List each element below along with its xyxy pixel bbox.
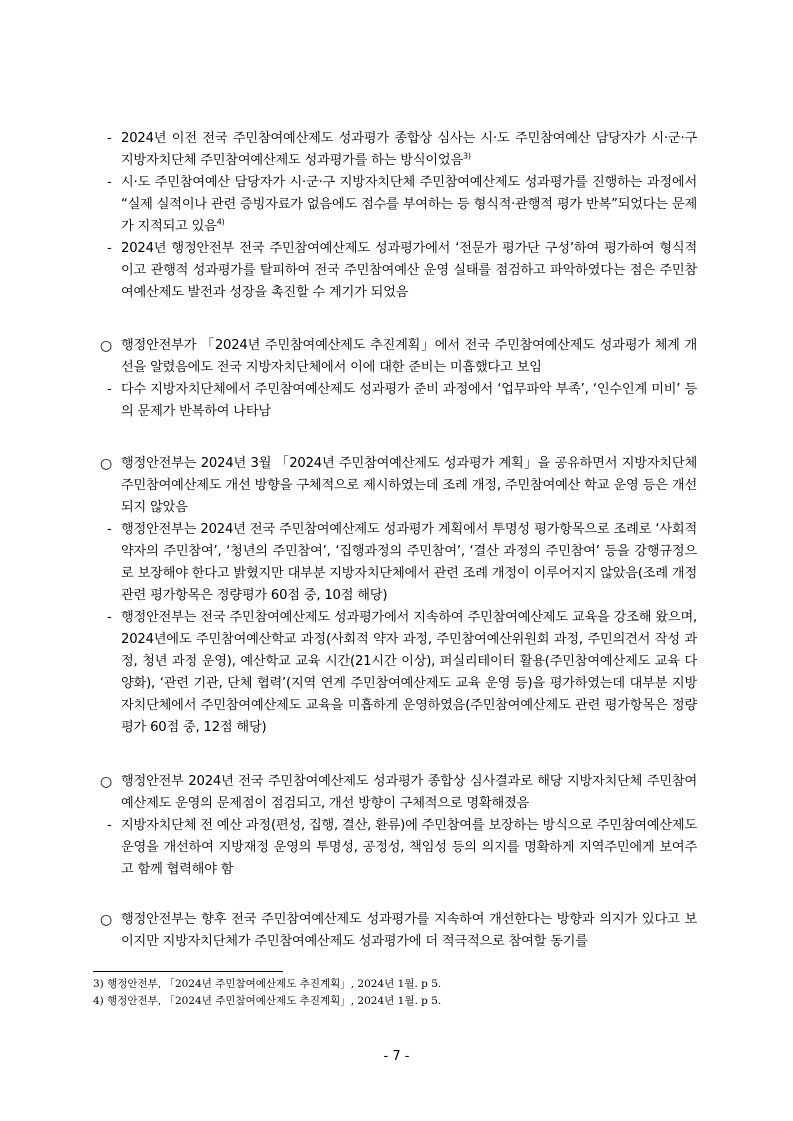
section-results	[0, 771, 793, 881]
bullet-text: 2024년 행정안전부 전국 주민참여예산제도 성과평가에서 ‘전문가 평가단 구성’하여 평가하여 형식적이고 관행적 성과평가를 탈피하여 전국 주민참여예산 운영 실태를 점검하고 파악하였다는 점은 주민참여예산제도 발전과 성장을 촉진할 수 계기가 되었음	[121, 241, 697, 300]
bullet-item	[0, 607, 793, 739]
footnote: 4) 행정안전부, 「2024년 주민참여예산제도 추진계획」, 2024년 1월. p 5.	[93, 995, 442, 1007]
dash-marker: -	[107, 241, 112, 256]
footnote: 3) 행정안전부, 「2024년 주민참여예산제도 추진계획」, 2024년 1월. p 5.	[93, 978, 442, 990]
footnote-ref: 3)	[462, 151, 471, 161]
bullet-text: 다수 지방자치단체에서 주민참여예산제도 성과평가 준비 과정에서 ‘업무파악 부족’, ‘인수인계 미비’ 등의 문제가 반복하여 나타남	[121, 382, 697, 419]
circle-item	[0, 335, 793, 379]
bullet-item	[0, 815, 793, 881]
circle-text: 행정안전부 2024년 전국 주민참여예산제도 성과평가 종합상 심사결과로 해당 지방자치단체 주민참여예산제도 운영의 문제점이 점검되고, 개선 방향이 구체적으로 명확해졌음	[121, 774, 697, 811]
bullet-item	[0, 379, 793, 423]
bullet-text: 행정안전부는 2024년 전국 주민참여예산제도 성과평가 계획에서 투명성 평가항목으로 조례로 ‘사회적 약자의 주민참여’, ‘청년의 주민참여’, ‘집행과정의 주민참여’, ‘결산 과정의 주민참여’ 등을 강행규정으로 보장해야 한다고 밝혔지만 대부분 지방자치단체에서 관련 조례 개정이 이루어지지 않았음(조례 개정 관련 평가항목은 정량평가 60점 중, 10점 해당)	[121, 522, 697, 603]
circle-text: 행정안전부는 2024년 3월 「2024년 주민참여예산제도 성과평가 계획」을 공유하면서 지방자치단체 주민참여예산제도 개선 방향을 구체적으로 제시하였는데 조례 개정, 주민참여예산 학교 운영 등은 개선되지 않았음	[121, 456, 697, 515]
circle-item	[0, 909, 793, 953]
circle-marker: ○	[100, 912, 113, 928]
bullet-text: 지방자치단체 전 예산 과정(편성, 집행, 결산, 환류)에 주민참여를 보장하는 방식으로 주민참여예산제도 운영을 개선하여 지방재정 운영의 투명성, 공정성, 책임성 등의 의지를 명확하게 지역주민에게 보여주고 함께 협력해야 함	[121, 818, 697, 877]
dash-marker: -	[107, 818, 112, 833]
circle-item	[0, 771, 793, 815]
bullet-text: 시·도 주민참여예산 담당자가 시·군·구 지방자치단체 주민참여예산제도 성과평가를 진행하는 과정에서 “실제 실적이나 관련 증빙자료가 없음에도 점수를 부여하는 등 형식적·관행적 평가 반복”되었다는 문제가 지적되고 있음	[121, 175, 697, 234]
section-future	[0, 909, 793, 953]
bullet-text: 2024년 이전 전국 주민참여예산제도 성과평가 종합상 심사는 시·도 주민참여예산 담당자가 시·군·구 지방자치단체 주민참여예산제도 성과평가를 하는 방식이었음	[121, 131, 697, 168]
page-number: - 7 -	[383, 1049, 410, 1064]
section-preparation	[0, 335, 793, 423]
bullet-item	[0, 519, 793, 607]
bullet-item	[0, 238, 793, 304]
circle-marker: ○	[100, 338, 113, 354]
bullet-item	[0, 172, 793, 238]
section-improvements	[0, 453, 793, 739]
circle-text: 행정안전부는 향후 전국 주민참여예산제도 성과평가를 지속하여 개선한다는 방향과 의지가 있다고 보이지만 지방자치단체가 주민참여예산제도 성과평가에 더 적극적으로 참여할 동기를	[121, 912, 697, 949]
circle-text: 행정안전부가 「2024년 주민참여예산제도 추진계획」에서 전국 주민참여예산제도 성과평가 체계 개선을 알렸음에도 전국 지방자치단체에서 이에 대한 준비는 미흡했다고 보임	[121, 338, 697, 375]
section-prior-evaluation	[0, 128, 793, 304]
footnote-divider	[93, 971, 283, 972]
footnote-ref: 4)	[216, 217, 225, 227]
dash-marker: -	[107, 382, 112, 397]
circle-marker: ○	[100, 456, 113, 472]
circle-item	[0, 453, 793, 519]
dash-marker: -	[107, 610, 112, 625]
dash-marker: -	[107, 131, 112, 146]
dash-marker: -	[107, 522, 112, 537]
bullet-item	[0, 128, 793, 172]
circle-marker: ○	[100, 774, 113, 790]
bullet-text: 행정안전부는 전국 주민참여예산제도 성과평가에서 지속하여 주민참여예산제도 교육을 강조해 왔으며, 2024년에도 주민참여예산학교 과정(사회적 약자 과정, 주민참여예산위원회 과정, 주민의견서 작성 과정, 청년 과정 운영), 예산학교 교육 시간(21시간 이상), 퍼실리테이터 활용(주민참여예산제도 교육 다양화), ‘관련 기관, 단체 협력’(지역 연계 주민참여예산제도 교육 운영 등)을 평가하였는데 대부분 지방자치단체에서 주민참여예산제도 교육을 미흡하게 운영하였음(주민참여예산제도 관련 평가항목은 정량평가 60점 중, 12점 해당)	[121, 610, 697, 735]
footnotes	[93, 976, 713, 1010]
dash-marker: -	[107, 175, 112, 190]
